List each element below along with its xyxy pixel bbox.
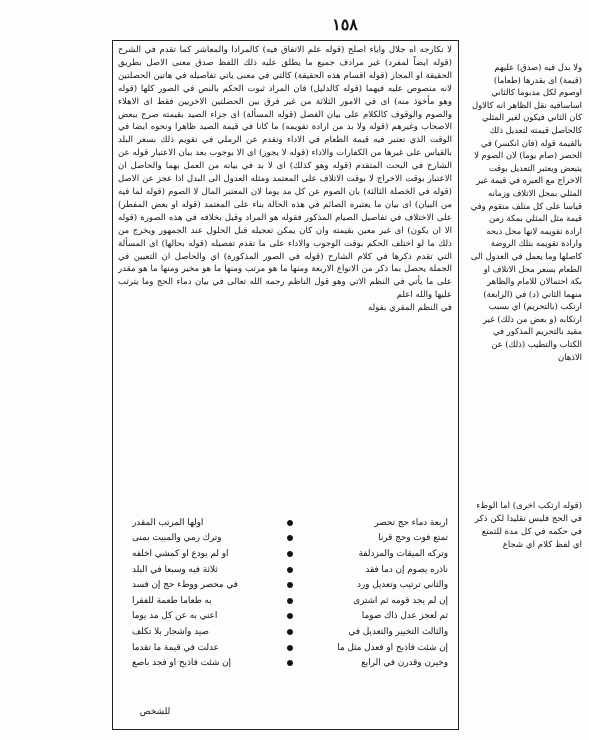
verse-row <box>132 609 448 625</box>
verse-first-hemistich: والثاني ترتيب وتعديل ورد <box>356 580 448 591</box>
verse-row <box>132 546 448 562</box>
verse-second-hemistich: أو لم يودع أو كمشي أخلفه <box>132 548 229 559</box>
verse-divider-dot <box>287 613 293 619</box>
verse-second-hemistich: إن شئت فاذبح أو فجد بآصع <box>132 658 231 669</box>
verse-block <box>132 515 448 695</box>
verse-first-hemistich: إن شئت فاذبح أو فعدل مثل ما <box>337 642 448 653</box>
verse-second-hemistich: وترك رمي والمبيت بمنى <box>132 533 222 544</box>
margin-note-bottom-text: (قوله ارتكب اخرى) اما الوطء في الحج فليس تقليدا لكن ذكر في حكمه في كل مدة للتمتع اي لفظ كلام اي شجاع <box>474 501 582 550</box>
verse-first-hemistich: ناذره يصوم إن دما فقد <box>365 564 448 575</box>
verse-first-hemistich: تمتع فوت وحج قرنا <box>378 533 448 544</box>
verse-divider-dot <box>287 645 293 651</box>
verse-divider-dot <box>287 535 293 541</box>
verse-second-hemistich: أولها المرتب المقدر <box>132 517 204 528</box>
verse-first-hemistich: وخيرن وقدرن في الرابع <box>361 658 448 669</box>
verse-row <box>132 640 448 656</box>
verse-divider-dot <box>287 629 293 635</box>
verse-divider-dot <box>287 520 293 526</box>
verse-second-hemistich: عدلت في قيمة ما تقدما <box>132 642 219 653</box>
verse-first-hemistich: إن لم يجد قومه ثم اشترى <box>353 595 448 606</box>
verse-first-hemistich: وتركه الميقات والمزدلفة <box>358 548 448 559</box>
main-text-block <box>118 44 452 446</box>
verse-second-hemistich: صيد وأشجار بلا تكلف <box>132 626 209 637</box>
verse-divider-dot <box>287 582 293 588</box>
verse-divider-dot <box>287 551 293 557</box>
verse-second-hemistich: ثلاثة فيه وسبعا في البلد <box>132 564 218 575</box>
page-number: ١٥٨ <box>332 15 358 34</box>
verse-divider-dot <box>287 598 293 604</box>
margin-notes <box>470 61 582 501</box>
verse-row <box>132 515 448 531</box>
verse-first-hemistich: ثم لعجز عدل ذاك صوما <box>361 611 448 622</box>
verse-divider-dot <box>287 567 293 573</box>
verse-first-hemistich: أربعة دماء حج تحصر <box>374 517 448 528</box>
verse-row <box>132 577 448 593</box>
margin-note-bottom <box>470 500 582 570</box>
main-paragraph: لا نكارجه اه جلال واياء اصلح (قوله علم الاتفاق فيه) كالمرادا والمعاشر كما تقدم في الشرح (قوله ايضاً لمفرد) غير مرادف جميع ما يطلق عليه ذلك اللفظ صدق معنى الاصل بطريق الحقيقة او المجاز (قوله اقسام هذه الحقيقة) كالتي في معنى ياتي تفاصيله في هاتين الحصلتين لانه منصوص عليه فيهما (قوله كالدليل) فان المراد ثبوت الحكم بالنص في الصور كلها (قوله وهو مأخوذ منه) اى في الامور الثلاثة من غير فرق بين الحصلتين الاخريين فقط اى الاهلاء والصوم والوقوف كالكلام على بيان الفصل (قوله المسألة) اى جزاء الصيد بقيمته صرح ببعض الاصحاب وغيرهم (قوله ولا بد من ارادة تقويمه) ما كانا في قيمة الصيد ظاهرا ونحوه ايضا في الوقت الذي تعتبر فيه قيمة الطعام في الاداء وتقدم عن الرملي في تقويم ذلك بسعر البلد بالقياس على غيرها من الكفارات والاداء (قوله لا يجوز) اى الا بوجوب بعد بيان الاعتبار قوله عن الشارح في البحث المتقدم (قوله وهو كذلك) اى لا بد في بيانه من العمل بهما والحاصل ان الاعتبار بوقت الاخراج لا بوقت الاتلاف على المعتمد ومثله العدول الى البدل اذا عجز عن الاصل (قوله في الخصلة الثالثة) بان الصوم عن كل مد يوما لان المعتبر المال لا الصوم (قوله لما فيه من البيان) اى بيان ما يعتبره الصائم في هذه الحالة بناء على المعتمد (قوله او بعض المفطر) على الاختلاف في تفاصيل الصيام المذكور فقوله هو المراد وقيل بخلافه في هذه الصورة (قوله الا ان يكون) اى غير معين بقيمته وان كان يمكن تعجيله قبل الحلول عند الجمهور ويخرج من ذلك ما لو اختلف الحكم بوقت الوجوب والاداء على ما تقدم تفصيله (قوله بحالها) اى المسألة التي تقدم ذكرها في كلام الشارح (قوله في الصور المذكورة) اي والحاصل ان التعيين في الجملة يحصل بما ذكر من الانواع الاربعة ومنها ما هو مرتب ومنها ما هو مخير ومنها ما هو مقدر على ما يأتي في النظم الاتي وهو قول الناظم رحمه الله تعالى في بيان دماء الحج وما يترتب عليها والله اعلم <box>118 45 452 301</box>
margin-notes-text: ولا بدل فيه (صدق) عليهم (قيمة) اى بقدرها (طعاما) اوصوم لكل مدبوما كالثاني اساسافيه نقل الظاهر انه كالاول كان الثاني فيكون لغير المثلي كالحاصل قيمته لتعديل ذلك بالقيمة قوله (فان انكسر) في الحصر (صام يوما) لان الصوم لا يتبعض ويعتبر التعديل بوقت الاخراج مع العبرة في قيمة غير المثلي بمحل الاتلاف وزمانه قياسا على كل متلف متقوم وفي قيمة مثل المثلي بمكة زمن ارادة تقويمه لانها محل ذبحه وارادة تقويمه بتلك الروضة كاصلها وما يعمل في العدول الى الطعام بسعر محل الاتلاف او بكة احتمالان للامام والظاهر منهما الثاني (د) في (الرابعة) ارتكب (بالتحريم) اي بسبب ارتكابه (و بعض من ذلك) غير مقيد بالتحريم المذكور في الكتاب والتطيب (ذلك) عن الاذهان <box>470 62 582 362</box>
verse-row <box>132 655 448 671</box>
verse-second-hemistich: أعني به عن كل مد يوما <box>132 611 218 622</box>
verse-first-hemistich: والثالث التخيير والتعديل في <box>348 626 448 637</box>
catchword: للشخص <box>139 707 171 717</box>
verses-intro: في النظم المقري بقوله <box>367 303 452 314</box>
verse-row <box>132 562 448 578</box>
verse-second-hemistich: في محصر ووطء حج إن فسد <box>132 580 238 591</box>
verse-divider-dot <box>287 660 293 666</box>
verse-second-hemistich: به طعاما طعمة للفقرا <box>132 595 212 606</box>
verse-row <box>132 593 448 609</box>
verse-row <box>132 531 448 547</box>
verse-row <box>132 624 448 640</box>
